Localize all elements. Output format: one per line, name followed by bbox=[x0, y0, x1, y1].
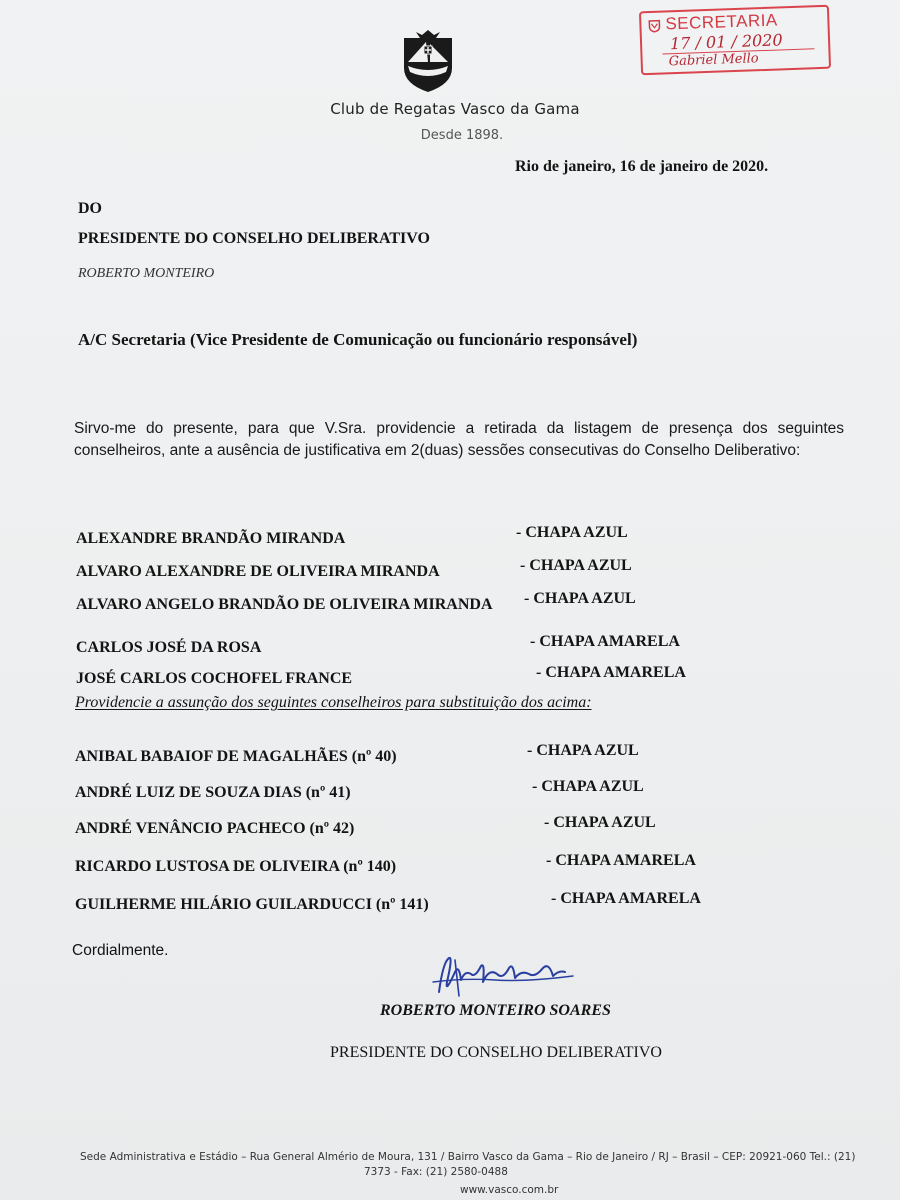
replacement-instruction: Providencie a assunção dos seguintes conselheiros para substituição dos acima: bbox=[75, 694, 592, 711]
councilor-name: ANDRÉ VENÂNCIO PACHECO (nº 42) bbox=[75, 820, 355, 837]
handwritten-signature bbox=[425, 952, 585, 1000]
club-name: Club de Regatas Vasco da Gama bbox=[330, 100, 580, 118]
stamp-date: 17 / 01 / 2020 bbox=[669, 30, 783, 54]
letter-date: Rio de janeiro, 16 de janeiro de 2020. bbox=[515, 158, 769, 175]
chapa-label: - CHAPA AMARELA bbox=[530, 633, 680, 650]
chapa-label: - CHAPA AZUL bbox=[544, 814, 656, 831]
councilor-name: JOSÉ CARLOS COCHOFEL FRANCE bbox=[76, 670, 353, 687]
addressee-name: ROBERTO MONTEIRO bbox=[78, 266, 215, 281]
stamp-signature: Gabriel Mello bbox=[668, 51, 759, 70]
councilor-name: ANDRÉ LUIZ DE SOUZA DIAS (nº 41) bbox=[75, 784, 351, 801]
chapa-label: - CHAPA AZUL bbox=[520, 557, 632, 574]
stamp-shield-icon bbox=[647, 19, 661, 33]
attention-line: A/C Secretaria (Vice Presidente de Comunicação ou funcionário responsável) bbox=[78, 330, 638, 349]
chapa-label: - CHAPA AMARELA bbox=[551, 890, 701, 907]
chapa-label: - CHAPA AZUL bbox=[516, 524, 628, 541]
councilor-name: GUILHERME HILÁRIO GUILARDUCCI (nº 141) bbox=[75, 896, 429, 913]
closing-text: Cordialmente. bbox=[72, 942, 169, 959]
councilor-name: ALEXANDRE BRANDÃO MIRANDA bbox=[76, 530, 346, 547]
from-label: DO bbox=[78, 200, 102, 217]
vasco-crest-icon bbox=[398, 28, 458, 94]
chapa-label: - CHAPA AZUL bbox=[532, 778, 644, 795]
councilor-name: ANIBAL BABAIOF DE MAGALHÃES (nº 40) bbox=[75, 748, 397, 765]
councilor-name: ALVARO ALEXANDRE DE OLIVEIRA MIRANDA bbox=[76, 563, 440, 580]
chapa-label: - CHAPA AZUL bbox=[527, 742, 639, 759]
councilor-name: ALVARO ANGELO BRANDÃO DE OLIVEIRA MIRANDA bbox=[76, 596, 493, 613]
footer-website: www.vasco.com.br bbox=[460, 1184, 559, 1196]
footer-address: Sede Administrativa e Estádio – Rua General Almério de Moura, 131 / Bairro Vasco da Gama – Rio de Janeiro / RJ – Brasil – CEP: 20921-060 Tel.: (21) bbox=[80, 1151, 856, 1163]
stamp-title: SECRETARIA bbox=[665, 10, 779, 34]
councilor-name: RICARDO LUSTOSA DE OLIVEIRA (nº 140) bbox=[75, 858, 397, 875]
reception-stamp bbox=[639, 5, 831, 76]
intro-paragraph: Sirvo-me do presente, para que V.Sra. providencie a retirada da listagem de presença dos seguintes conselheiros, ante a ausência de justificativa em 2(duas) sessões consecutivas do Conselho Deliberativo: bbox=[74, 420, 844, 459]
signer-name: ROBERTO MONTEIRO SOARES bbox=[380, 1002, 611, 1019]
councilor-name: CARLOS JOSÉ DA ROSA bbox=[76, 639, 262, 656]
footer-phone: 7373 - Fax: (21) 2580-0488 bbox=[364, 1166, 508, 1178]
chapa-label: - CHAPA AMARELA bbox=[546, 852, 696, 869]
chapa-label: - CHAPA AZUL bbox=[524, 590, 636, 607]
signer-role: PRESIDENTE DO CONSELHO DELIBERATIVO bbox=[330, 1044, 662, 1061]
chapa-label: - CHAPA AMARELA bbox=[536, 664, 686, 681]
club-since: Desde 1898. bbox=[420, 128, 504, 143]
addressee-title: PRESIDENTE DO CONSELHO DELIBERATIVO bbox=[78, 230, 430, 247]
